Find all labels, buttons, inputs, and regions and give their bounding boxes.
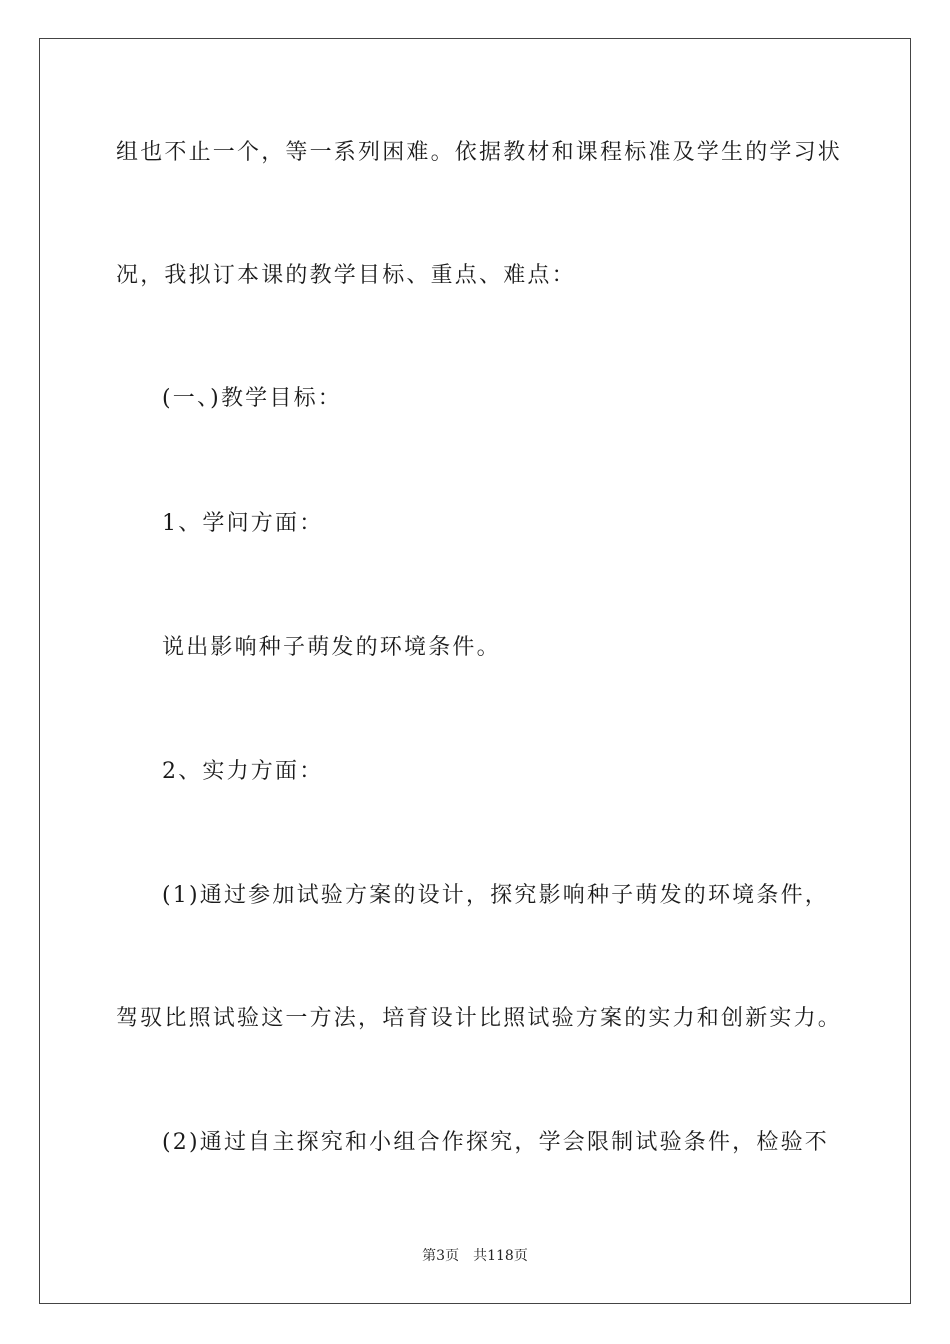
body-text-line: (1)通过参加试验方案的设计，探究影响种子萌发的环境条件， (162, 883, 829, 908)
body-text-line: 说出影响种子萌发的环境条件。 (162, 635, 501, 660)
body-text-line: 组也不止一个，等一系列困难。依据教材和课程标准及学生的学习状 (116, 140, 843, 165)
page-border (39, 38, 911, 1304)
subsection-heading: 1、学问方面： (162, 511, 324, 536)
body-text-line: 驾驭比照试验这一方法，培育设计比照试验方案的实力和创新实力。 (116, 1006, 843, 1031)
body-text-line: (2)通过自主探究和小组合作探究，学会限制试验条件，检验不 (162, 1130, 829, 1155)
body-text-line: 况，我拟订本课的教学目标、重点、难点： (116, 263, 576, 288)
page-footer (0, 1246, 950, 1266)
subsection-heading: 2、实力方面： (162, 759, 324, 784)
page-number: 第3页 (422, 1248, 460, 1264)
section-heading: (一、)教学目标： (162, 386, 342, 411)
total-pages: 共118页 (473, 1248, 528, 1264)
